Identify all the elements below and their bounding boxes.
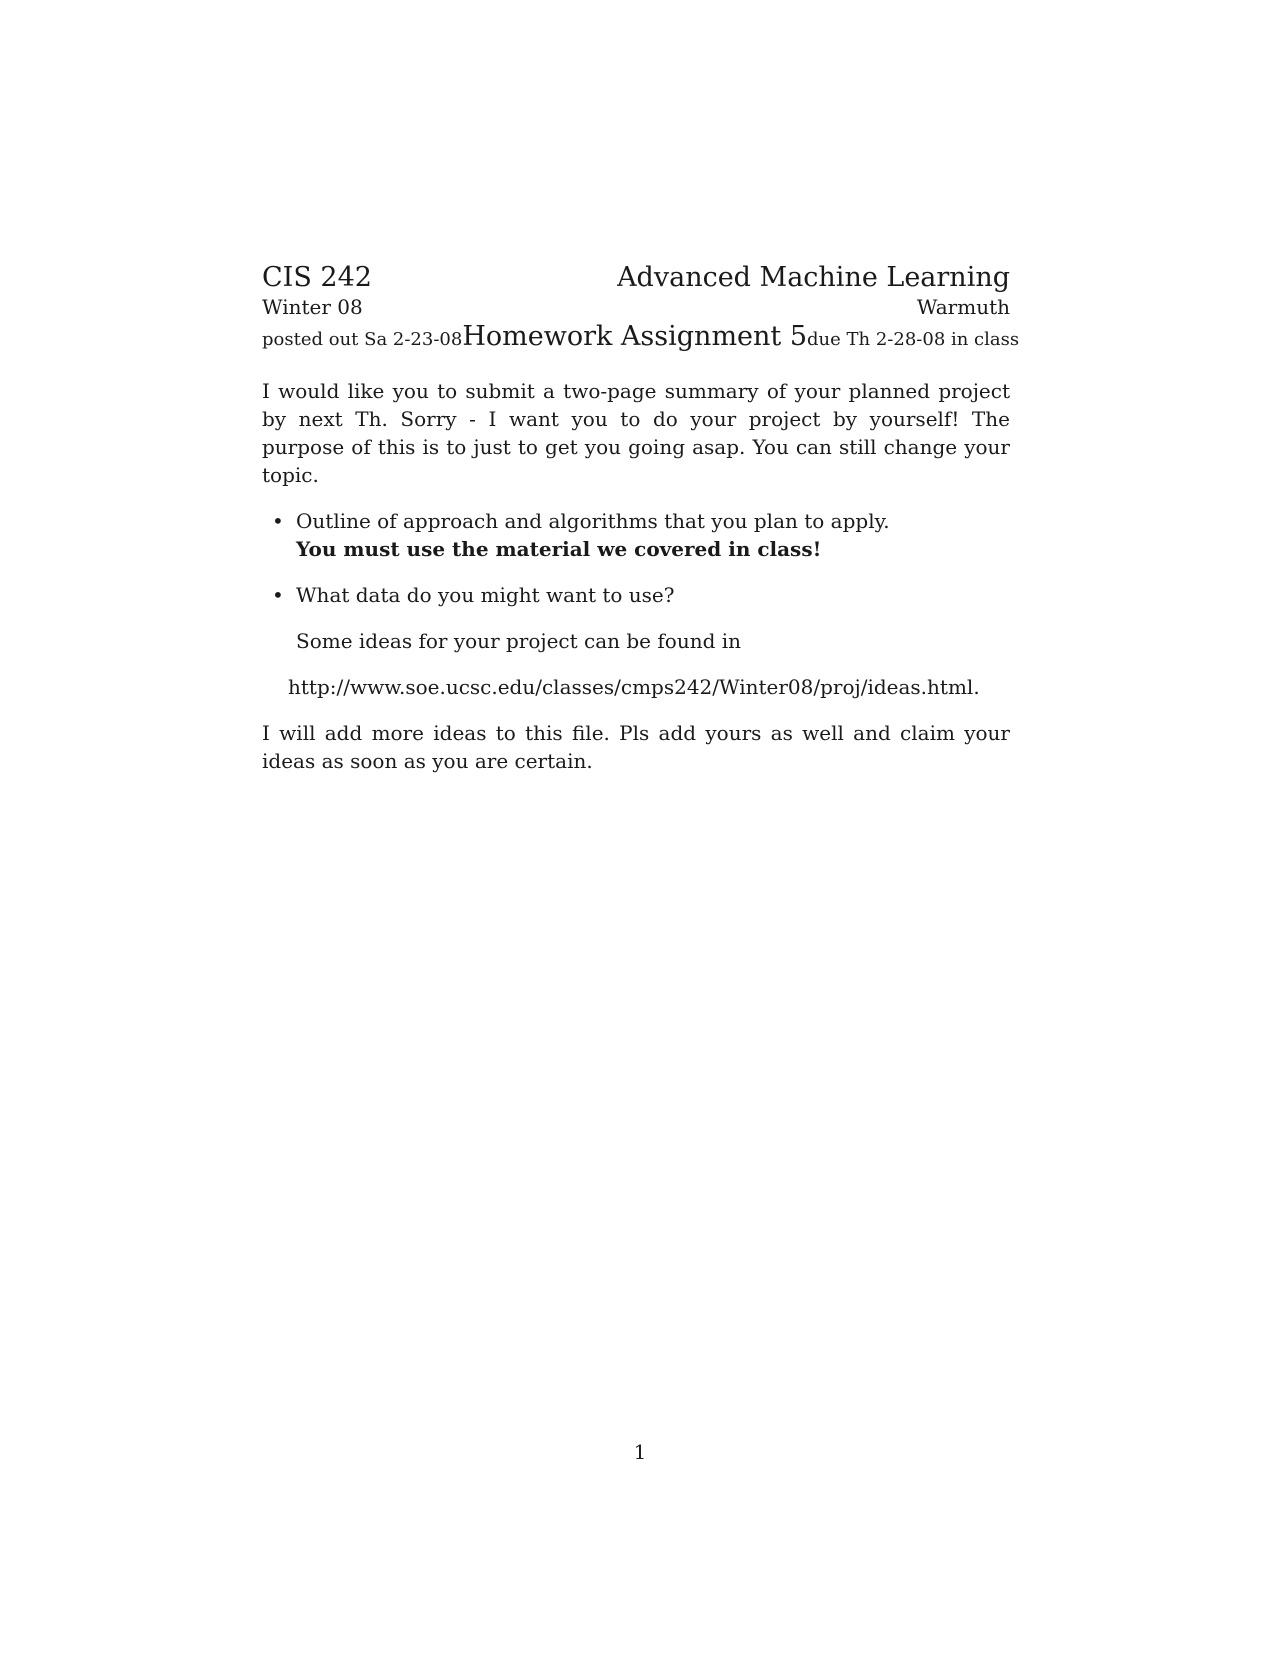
document-page (262, 262, 1020, 775)
course-title: Advanced Machine Learning (617, 262, 1010, 293)
page-number: 1 (633, 1440, 647, 1464)
bullet-text: What data do you might want to use? (296, 583, 675, 607)
bullet-icon: • (272, 509, 284, 533)
intro-paragraph: I would like you to submit a two-page summary of your planned project by next Th. Sorry - I want you to do your project by yourself! The purpose of this is to just to get you going asap. You can still change your topic. (262, 379, 1010, 487)
due-date: due Th 2-28-08 in class (807, 329, 1020, 350)
posted-date: posted out Sa 2-23-08 (262, 329, 463, 350)
bullet-list (262, 507, 1010, 609)
assignment-title: Homework Assignment 5 (462, 321, 808, 352)
list-item (272, 581, 1010, 609)
bullet-text: Outline of approach and algorithms that you plan to apply. (296, 509, 890, 533)
ideas-url: http://www.soe.ucsc.edu/classes/cmps242/Winter08/proj/ideas.html. (288, 675, 980, 699)
ideas-intro: Some ideas for your project can be found in (296, 629, 742, 653)
list-item (272, 507, 1010, 563)
bullet-icon: • (272, 583, 284, 607)
course-code: CIS 242 (262, 262, 372, 293)
header-row-assignment (262, 320, 1020, 357)
outro-paragraph: I will add more ideas to this file. Pls add yours as well and claim your ideas as soon as you are certain. (262, 721, 1010, 773)
bullet-emphasis: You must use the material we covered in class! (296, 537, 822, 561)
header-row-term (262, 294, 1010, 320)
header-row-course (262, 262, 1010, 294)
instructor: Warmuth (916, 295, 1010, 319)
term: Winter 08 (262, 295, 363, 319)
